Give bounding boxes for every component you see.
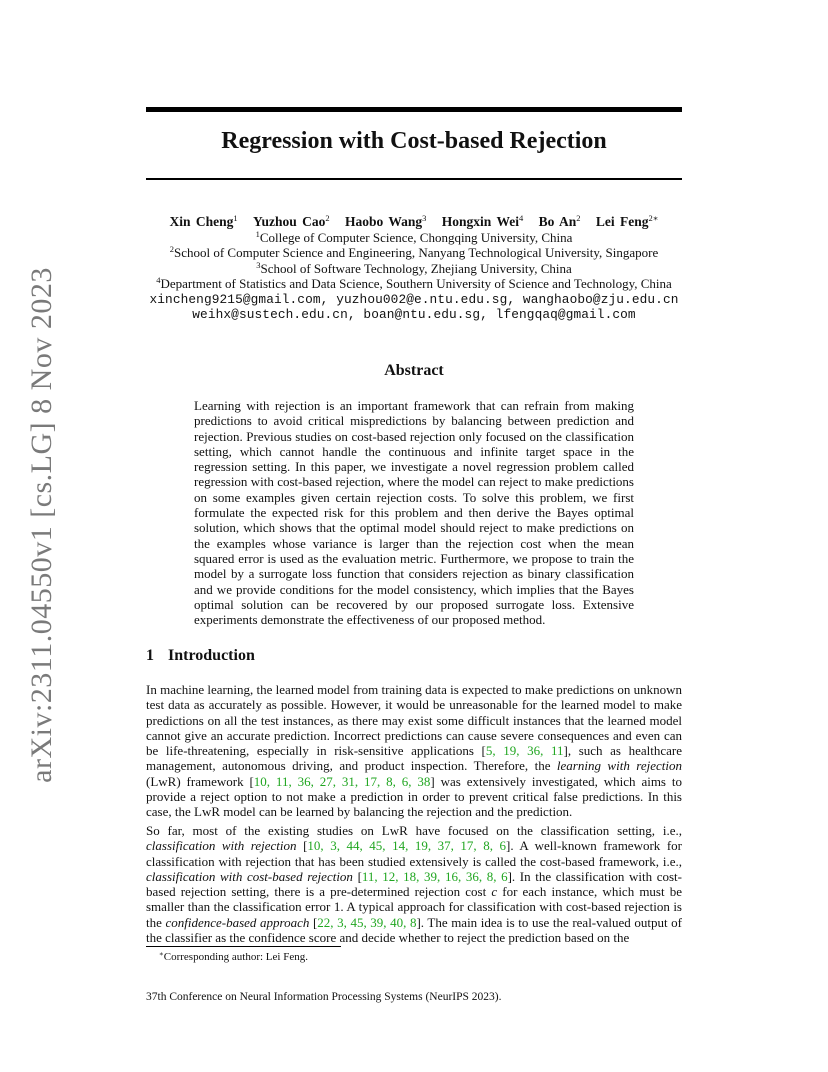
author-block: [120, 214, 708, 323]
affiliation: $^1$College of Computer Science, Chongqing University, China: [255, 228, 573, 245]
author: Lei Feng$^{2∗}$: [595, 213, 659, 229]
section-heading: 1 Introduction: [146, 647, 255, 664]
intro-paragraph-1: In machine learning, the learned model from training data is expected to make predictions on unknown test data as accurately as possible. However, it would be unreasonable for the learned model to make predictions on all the test instances, as there may exist some difficult instances that the learned model cannot give an accurate prediction. Incorrect predictions can cause severe consequences and even can be life-threatening, especially in risk-sensitive applications [5, 19, 36, 11], such as healthcare management, autonomous driving, and product inspection. Therefore, the learning with rejection (LwR) framework [10, 11, 36, 27, 31, 17, 8, 6, 38] was extensively investigated, which aims to provide a reject option to not make a prediction in order to prevent critical false predictions. In this case, the LwR model can be learned by balancing the rejection and the prediction.: [146, 682, 682, 820]
email-line: weihx@sustech.edu.cn, boan@ntu.edu.sg, lfengqaq@gmail.com: [192, 307, 636, 322]
title-bottom-rule: [146, 178, 682, 180]
author: Hongxin Wei$^4$: [441, 213, 524, 229]
citation[interactable]: 10, 11, 36, 27, 31, 17, 8, 6, 38: [253, 773, 431, 789]
title-top-rule: [146, 107, 682, 112]
arxiv-stamp: [20, 267, 64, 783]
abstract-heading: Abstract: [384, 362, 444, 379]
email-line: xincheng9215@gmail.com, yuzhou002@e.ntu.edu.sg, wanghaobo@zju.edu.cn: [149, 291, 679, 307]
affiliation: $^3$School of Software Technology, Zhejiang University, China: [256, 259, 572, 276]
arxiv-id: arXiv:2311.04550v1 [cs.LG] 8 Nov 2023: [25, 267, 58, 783]
author: Bo An$^2$: [538, 213, 581, 229]
citation[interactable]: 10, 3, 44, 45, 14, 19, 37, 17, 8, 6: [307, 838, 507, 854]
author: Yuzhou Cao$^2$: [252, 213, 330, 229]
affiliation: $^4$Department of Statistics and Data Science, Southern University of Science and Technology, China: [156, 275, 672, 291]
paper-title: Regression with Cost-based Rejection: [221, 128, 607, 154]
citation[interactable]: 22, 3, 45, 39, 40, 8: [317, 914, 417, 930]
citation[interactable]: 11, 12, 18, 39, 16, 36, 8, 6: [361, 868, 508, 884]
abstract-text: Learning with rejection is an important framework that can refrain from making predictions to avoid critical mispredictions by balancing between prediction and rejection. Previous studies on cost-based rejection only focused on the classification setting, which cannot handle the continuous and infinite target space in the regression setting. In this paper, we investigate a novel regression problem called regression with cost-based rejection, where the model can reject to make predictions on some examples given certain rejection costs. To solve this problem, we first formulate the expected risk for this problem and then derive the Bayes optimal solution, which shows that the optimal model should reject to make predictions on the examples whose variance is larger than the rejection cost when the mean squared error is used as the evaluation metric. Furthermore, we propose to train the model by a surrogate loss function that considers rejection as binary classification and we provide conditions for the model consistency, which implies that the Bayes optimal solution can be recovered by our proposed surrogate loss. Extensive experiments demonstrate the effectiveness of our proposed method.: [194, 398, 634, 628]
footnote-rule: [146, 946, 341, 947]
affiliation: $^2$School of Computer Science and Engineering, Nanyang Technological University, Singapore: [169, 244, 659, 260]
intro-paragraph-2: So far, most of the existing studies on LwR have focused on the classification setting, i.e., classification with rejection [10, 3, 44, 45, 14, 19, 37, 17, 8, 6]. A well-known framework for classification with rejection that has been studied extensively is called the cost-based framework, i.e., classification with cost-based rejection [11, 12, 18, 39, 16, 36, 8, 6]. In the classification with cost-based rejection setting, there is a pre-determined rejection cost c for each instance, which must be smaller than the classification error 1. A typical approach for classification with cost-based rejection is the confidence-based approach [22, 3, 45, 39, 40, 8]. The main idea is to use the real-valued output of the classifier as the confidence score and decide whether to reject the prediction based on the: [146, 823, 683, 946]
author-names: [120, 214, 708, 230]
footnote: ∗Corresponding author: Lei Feng.: [159, 950, 308, 963]
citation[interactable]: 5, 19, 36, 11: [485, 743, 564, 759]
author: Haobo Wang$^3$: [345, 213, 427, 229]
author: Xin Cheng$^1$: [169, 213, 238, 229]
venue-line: 37th Conference on Neural Information Processing Systems (NeurIPS 2023).: [146, 991, 502, 1003]
